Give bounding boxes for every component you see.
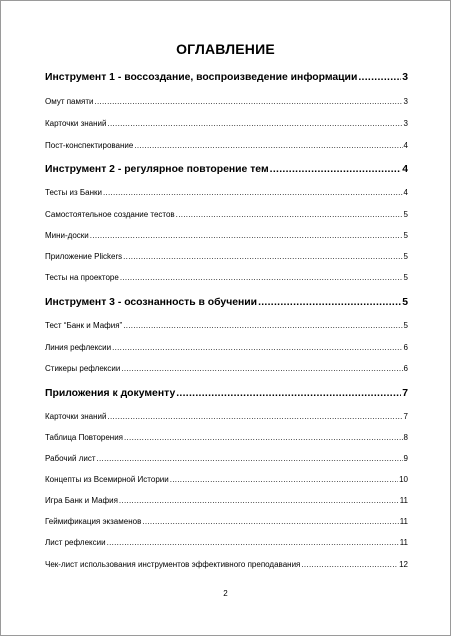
toc-item-label: Геймификация экзаменов [45,517,142,526]
toc-item[interactable] [45,97,408,108]
toc-item-label: Омут памяти [45,97,94,106]
toc-page-number: 11 [399,517,408,526]
toc-leader-dots [258,297,401,308]
toc-item-label: Мини-доски [45,231,89,240]
toc-item[interactable] [45,496,408,507]
toc-item[interactable] [45,433,408,444]
toc-leader-dots [134,141,402,150]
toc-item-label: Линия рефлексии [45,343,112,352]
toc-page-number: 5 [403,321,408,330]
toc-item-label: Чек-лист использования инструментов эффективного преподавания [45,560,301,569]
toc-item-label: Стикеры рефлексии [45,364,121,373]
toc-leader-dots [103,188,403,197]
toc-page-number: 11 [399,496,408,505]
toc-leader-dots [121,364,402,373]
toc-leader-dots [107,538,399,547]
toc-page-number: 11 [399,538,408,547]
toc-page-number: 5 [402,297,408,308]
page-title: ОГЛАВЛЕНИЕ [176,41,275,57]
toc-page-number: 5 [403,273,408,282]
toc-section[interactable] [45,388,408,402]
toc-page-number: 6 [403,364,408,373]
toc-item[interactable] [45,210,408,221]
toc-page-number: 7 [403,412,408,421]
toc-item[interactable] [45,538,408,549]
toc-leader-dots [120,273,403,282]
toc-page-number: 4 [402,164,408,175]
toc-item-label: Карточки знаний [45,119,107,128]
toc-item-label: Тесты из Банки [45,188,102,197]
toc-section[interactable] [45,164,408,178]
toc-section-label: Инструмент 2 - регулярное повторение тем [45,164,269,175]
toc-section[interactable] [45,297,408,311]
toc-leader-dots [176,210,403,219]
toc-page-number: 9 [403,454,408,463]
toc-item-label: Пост-конспектирование [45,141,134,150]
toc-leader-dots [90,231,403,240]
toc-leader-dots [107,412,402,421]
toc-page-number: 5 [403,252,408,261]
toc-page-number: 6 [403,343,408,352]
toc-leader-dots [107,119,402,128]
toc-leader-dots [123,252,402,261]
toc-page-number: 4 [403,188,408,197]
toc-item-label: Самостоятельное создание тестов [45,210,175,219]
toc-item[interactable] [45,141,408,152]
toc-item-label: Таблица Повторения [45,433,124,442]
toc-item-label: Лист рефлексии [45,538,106,547]
toc-item[interactable] [45,188,408,199]
toc-page-number: 5 [403,231,408,240]
toc-leader-dots [170,475,398,484]
toc-leader-dots [94,97,402,106]
toc-page-number: 3 [402,72,408,83]
toc-item-label: Приложение Plickers [45,252,123,261]
toc-leader-dots [301,560,398,569]
toc-leader-dots [270,164,402,175]
toc-page-number: 5 [403,210,408,219]
toc-item[interactable] [45,273,408,284]
toc-item[interactable] [45,364,408,375]
toc-item-label: Тесты на проекторе [45,273,119,282]
toc-item-label: Игра Банк и Мафия [45,496,118,505]
toc-page-number: 3 [403,97,408,106]
toc-leader-dots [119,496,399,505]
toc-item[interactable] [45,412,408,423]
toc-item[interactable] [45,119,408,130]
toc-leader-dots [123,321,402,330]
toc-leader-dots [358,72,401,83]
toc-item-label: Карточки знаний [45,412,107,421]
toc-leader-dots [112,343,402,352]
toc-item[interactable] [45,252,408,263]
toc-page-number: 10 [399,475,408,484]
toc-leader-dots [124,433,403,442]
toc-section-label: Приложения к документу [45,388,176,399]
toc-item[interactable] [45,231,408,242]
page-number: 2 [223,589,228,598]
toc-page-number: 12 [399,560,408,569]
toc-section[interactable] [45,72,408,86]
toc-item[interactable] [45,454,408,465]
toc-page-number: 8 [403,433,408,442]
toc-item-label: Тест “Банк и Мафия” [45,321,123,330]
toc-leader-dots [176,388,401,399]
toc-page-number: 4 [403,141,408,150]
toc-leader-dots [142,517,398,526]
toc-item-label: Рабочий лист [45,454,96,463]
toc-section-label: Инструмент 1 - воссоздание, воспроизведение информации [45,72,358,83]
toc-page-number: 7 [402,388,408,399]
toc-item[interactable] [45,343,408,354]
toc-page-number: 3 [403,119,408,128]
toc-item-label: Концепты из Всемирной Истории [45,475,169,484]
toc-item[interactable] [45,560,408,571]
toc-section-label: Инструмент 3 - осознанность в обучении [45,297,258,308]
toc-item[interactable] [45,321,408,332]
toc-item[interactable] [45,475,408,486]
toc-leader-dots [97,454,403,463]
toc-item[interactable] [45,517,408,528]
